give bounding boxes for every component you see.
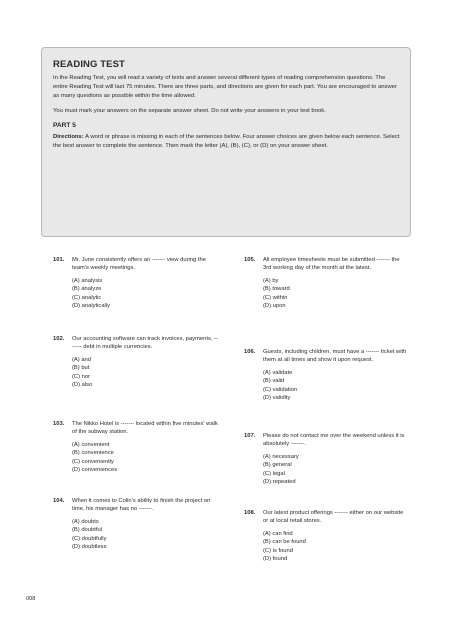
option-c: (C) validation xyxy=(263,386,298,393)
answer-options xyxy=(263,369,409,403)
page-number: 008 xyxy=(26,596,36,602)
option-a: (A) can find xyxy=(263,530,293,537)
option-a: (A) doubts xyxy=(72,518,99,525)
option-d: (D) also xyxy=(72,382,93,389)
question-106 xyxy=(244,348,409,402)
option-b: (B) valid xyxy=(263,378,285,385)
option-a: (A) analysis xyxy=(72,277,103,284)
question-number: 105. xyxy=(244,257,256,263)
option-b: (B) toward xyxy=(263,286,290,293)
question-text: When it comes to Colin's ability to finish the project on time, his manager has no -------. xyxy=(72,498,211,513)
question-number: 102. xyxy=(53,336,65,342)
option-d: (D) doubtless xyxy=(72,544,107,551)
question-number: 103. xyxy=(53,421,65,427)
answer-options xyxy=(263,530,409,564)
answer-options xyxy=(72,277,218,311)
option-a: (A) validate xyxy=(263,369,293,376)
option-d: (D) upon xyxy=(263,303,286,310)
question-text: Our latest product offerings ------- either on our website or at local retail stores. xyxy=(263,510,404,525)
part-title: PART 5 xyxy=(53,122,76,129)
question-number: 106. xyxy=(244,349,256,355)
option-a: (A) convenient xyxy=(72,441,110,448)
option-c: (C) conveniently xyxy=(72,458,114,465)
option-c: (C) analytic xyxy=(72,294,102,301)
option-b: (B) convenience xyxy=(72,450,114,457)
question-text: Please do not contact me over the weekend unless it is absolutely -------. xyxy=(263,433,405,448)
option-c: (C) nor xyxy=(72,373,91,380)
option-d: (D) validity xyxy=(263,395,291,402)
instructions-box xyxy=(41,47,411,237)
option-c: (C) is found xyxy=(263,547,293,554)
option-b: (B) analyze xyxy=(72,286,102,293)
option-b: (B) can be found xyxy=(263,539,306,546)
option-a: (A) by xyxy=(263,277,279,284)
question-108 xyxy=(244,509,409,563)
option-a: (A) necessary xyxy=(263,453,299,460)
question-number: 104. xyxy=(53,498,65,504)
directions-text: A word or phrase is missing in each of the sentences below. Four answer choices are given below each sentence. Select the best answer to complete the sentence. Then mark the letter (A), (B), (C), or (D) on your answer sheet. xyxy=(53,134,400,149)
option-d: (D) found xyxy=(263,556,288,563)
option-d: (D) repeated xyxy=(263,479,296,486)
answer-options xyxy=(263,453,409,487)
question-text: Guests, including children, must have a ------- ticket with them at all times and show it upon request. xyxy=(263,349,407,364)
option-a: (A) and xyxy=(72,356,92,363)
question-text: The Nikko Hotel is ------- located within five minutes' walk of the subway station. xyxy=(72,421,218,436)
option-d: (D) conveniences xyxy=(72,467,118,474)
question-number: 101. xyxy=(53,257,65,263)
answer-options xyxy=(263,277,409,311)
question-number: 107. xyxy=(244,433,256,439)
option-c: (C) legal xyxy=(263,470,285,477)
question-text: All employee timesheets must be submitted ------- the 3rd working day of the month at the latest. xyxy=(263,257,400,272)
question-102 xyxy=(53,335,218,389)
question-107 xyxy=(244,432,409,486)
section-title: READING TEST xyxy=(53,59,125,70)
question-number: 108. xyxy=(244,510,256,516)
option-b: (B) but xyxy=(72,365,90,372)
question-104 xyxy=(53,497,218,551)
question-101 xyxy=(53,256,218,310)
question-text: Mr. June consistently offers an ------- view during the team's weekly meetings. xyxy=(72,257,206,272)
question-105 xyxy=(244,256,409,310)
option-c: (C) within xyxy=(263,294,288,301)
question-text: Our accounting software can track invoices, payments, ------- debt in multiple currencies. xyxy=(72,336,218,351)
answer-sheet-note: You must mark your answers on the separate answer sheet. Do not write your answers in your test book. xyxy=(53,108,326,114)
answer-options xyxy=(72,518,218,552)
answer-options xyxy=(72,356,218,390)
option-d: (D) analytically xyxy=(72,303,111,310)
reading-test-intro: In the Reading Test, you will read a variety of texts and answer several different types of reading comprehension questions. The entire Reading Test will last 75 minutes. There are three parts, and directions are given for each part. You are encouraged to answer as many questions as possible within the time allowed. xyxy=(53,75,397,99)
question-103 xyxy=(53,420,218,474)
option-b: (B) doubtful xyxy=(72,527,102,534)
directions-label: Directions: xyxy=(53,134,84,140)
answer-options xyxy=(72,441,218,475)
option-c: (C) doubtfully xyxy=(72,535,107,542)
directions xyxy=(53,133,401,151)
option-b: (B) general xyxy=(263,462,292,469)
